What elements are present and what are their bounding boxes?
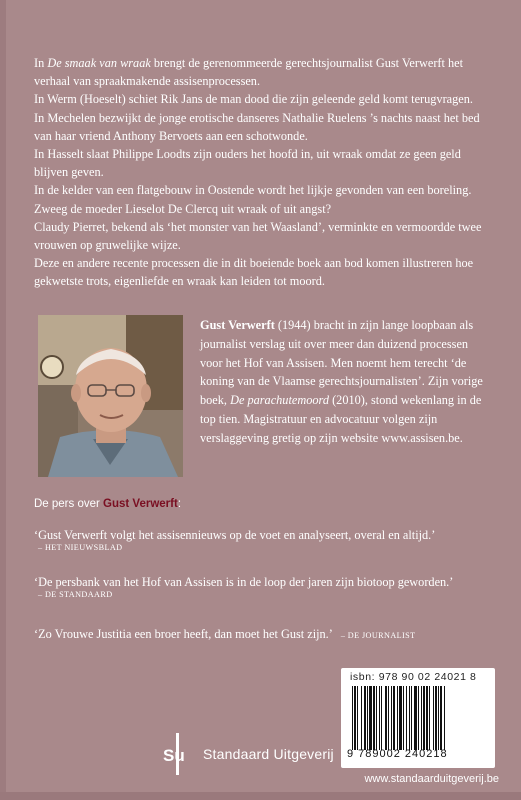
quote-text: ‘Gust Verwerft volgt het assisennieuws op de voet en analyseert, overal en altijd.’ (34, 528, 436, 542)
publisher-brand (163, 733, 334, 775)
blurb-case-hasselt: In Hasselt slaat Philippe Loodts zijn ouders het hoofd in, uit wraak omdat ze geen geld blijven geven. (34, 147, 461, 180)
blurb-conclusion: Deze en andere recente processen die in dit boeiende boek aan bod komen illustreren hoe gekwetste trots, eigenliefde en wraak kan leiden tot moord. (34, 256, 474, 289)
press-quote-journalist (34, 625, 504, 643)
author-bio: Gust Verwerft (1944) bracht in zijn lange loopbaan als journalist verslag uit over meer dan duizend processen voor het Hof van Assisen. Men noemt hem terecht ‘de koning van de Vlaamse gerechtsjournalisten’. Zijn vorige boek, De parachutemoord (2010), stond wekenlang in de top tien. Magistratuur en advocatuur volgen zijn verslaggeving gretig op zijn website www.assisen.be. (200, 318, 483, 445)
blurb (34, 54, 494, 291)
press-quote-nieuwsblad (34, 527, 504, 552)
quote-source: – DE STANDAARD (38, 590, 113, 599)
quote-text: ‘Zo Vrouwe Justitia een broer heeft, dan moet het Gust zijn.’ (34, 627, 333, 641)
author-photo (38, 315, 183, 477)
barcode-icon (350, 686, 488, 750)
publisher-logo-icon (163, 733, 193, 775)
blurb-intro: In De smaak van wraak brengt de gerenommeerde gerechtsjournalist Gust Verwerft het verhaal van spraakmakende assisenprocessen. (34, 56, 464, 89)
book-title: De smaak van wraak (47, 56, 151, 70)
cover-edge (0, 0, 6, 800)
press-heading-author: Gust Verwerft (103, 498, 178, 510)
quote-source: – DE JOURNALIST (340, 631, 416, 640)
barcode-digits: 9 789002 240218 (347, 748, 448, 760)
author-portrait-image (38, 315, 183, 477)
author-name: Gust Verwerft (200, 318, 275, 332)
isbn-number: isbn: 978 90 02 24021 8 (350, 671, 477, 683)
quote-text: ‘De persbank van het Hof van Assisen is in de loop der jaren zijn biotoop geworden.’ (34, 575, 454, 589)
press-heading: De pers over Gust Verwerft: (34, 498, 182, 510)
blurb-case-werm: In Werm (Hoeselt) schiet Rik Jans de man dood die zijn geleende geld komt terugvragen. (34, 92, 473, 107)
publisher-name: Standaard Uitgeverij (203, 746, 334, 762)
blurb-case-pierret: Claudy Pierret, bekend als ‘het monster van het Waasland’, verminkte en vermoordde twee vrouwen op gruwelijke wijze. (34, 219, 482, 253)
isbn-barcode-panel (341, 668, 495, 768)
svg-text:Su: Su (163, 746, 185, 765)
blurb-case-mechelen: In Mechelen bezwijkt de jonge erotische danseres Nathalie Ruelens ’s nachts naast het bed van haar vriend Anthony Bervoets aan een schotwonde. (34, 110, 480, 143)
press-quote-standaard (34, 574, 504, 599)
cover-bottom-edge (0, 792, 521, 800)
previous-book-title: De parachutemoord (230, 393, 329, 408)
publisher-website: www.standaarduitgeverij.be (364, 773, 499, 785)
blurb-case-oostende: In de kelder van een flatgebouw in Oostende wordt het lijkje gevonden van een boreling. Zweeg de moeder Lieselot De Clercq uit wraak of uit angst? (34, 183, 472, 216)
quote-source: – HET NIEUWSBLAD (38, 543, 123, 552)
